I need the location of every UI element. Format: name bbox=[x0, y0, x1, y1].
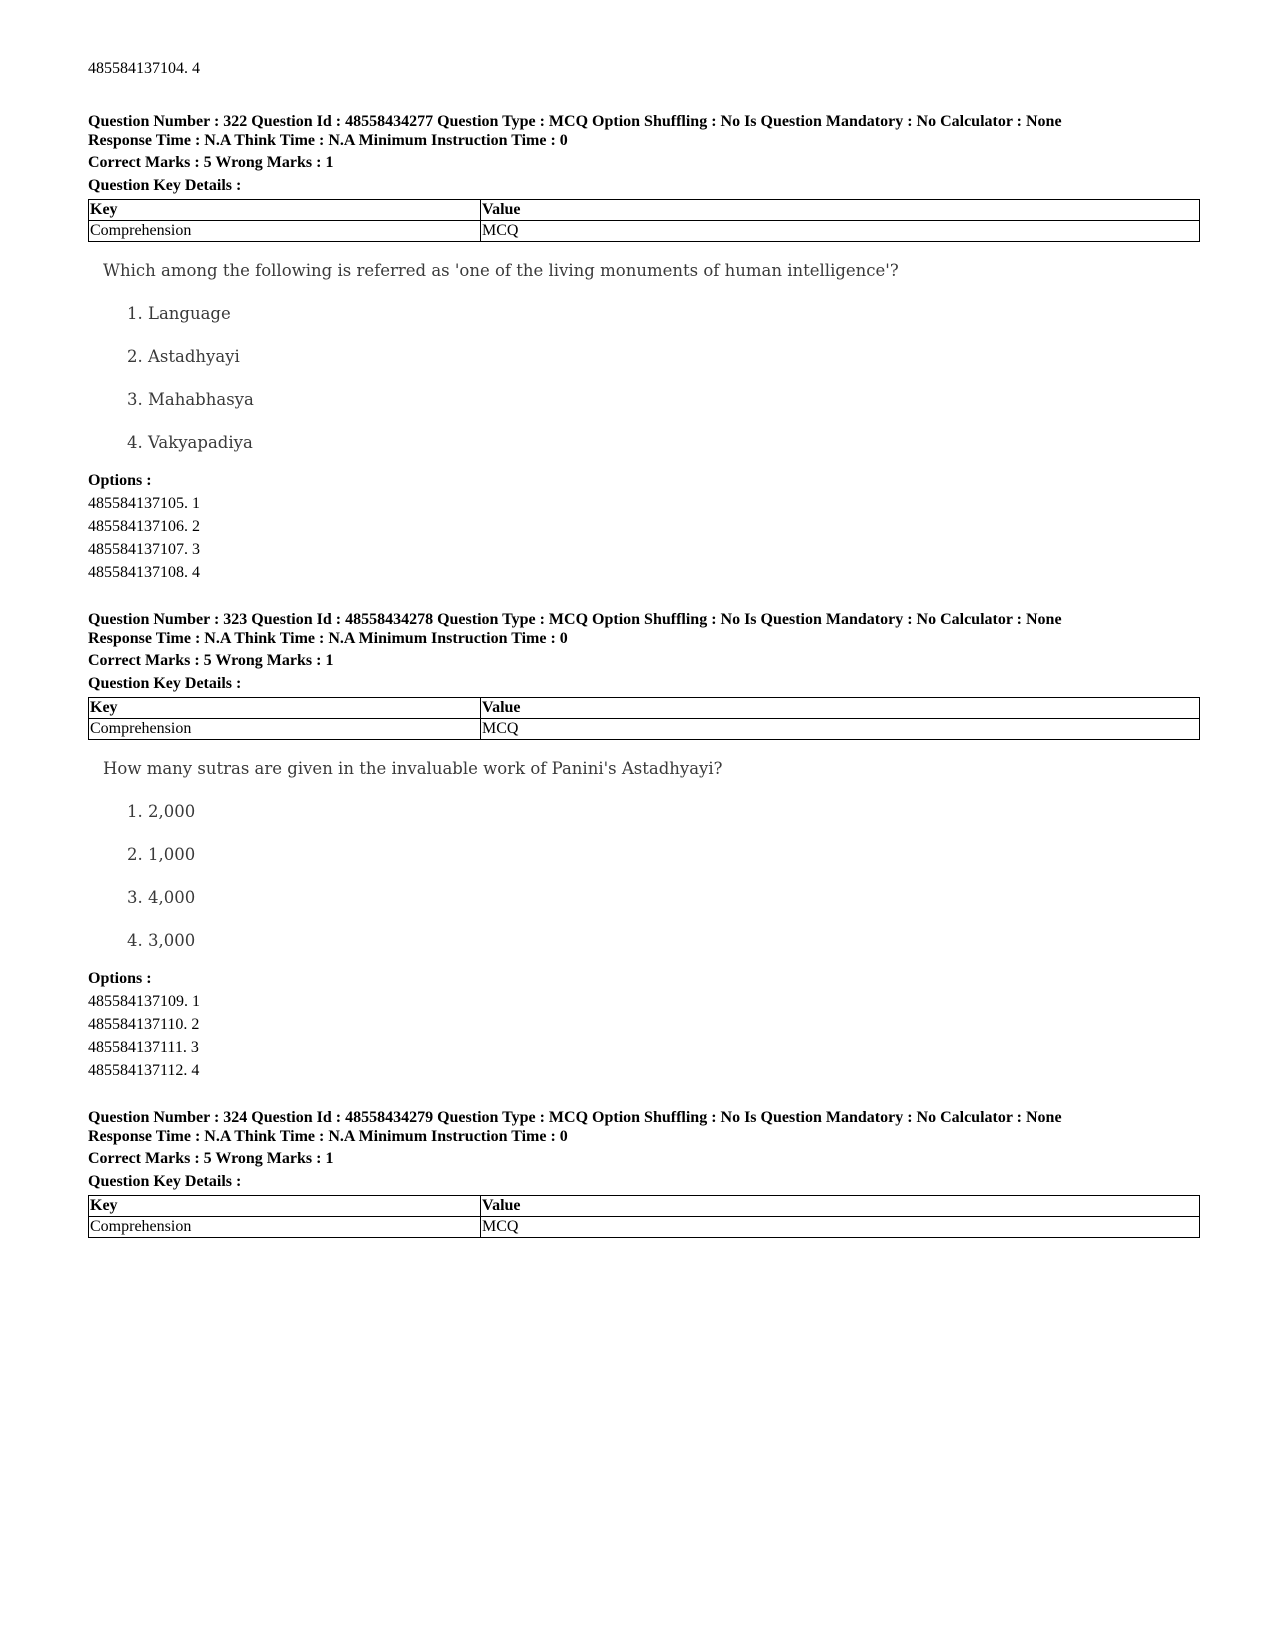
choice-4: 4. Vakyapadiya bbox=[127, 433, 253, 452]
options-label: Options : bbox=[88, 970, 152, 987]
question-text: Which among the following is referred as 'one of the living monuments of human intelligence'? bbox=[103, 261, 899, 280]
question-block-323 bbox=[88, 610, 1200, 1082]
key-details-table bbox=[88, 697, 1200, 740]
question-response-line: Response Time : N.A Think Time : N.A Minimum Instruction Time : 0 bbox=[88, 132, 568, 149]
question-marks: Correct Marks : 5 Wrong Marks : 1 bbox=[88, 652, 334, 669]
key-cell: Comprehension bbox=[89, 719, 481, 740]
option-id-line: 485584137107. 3 bbox=[88, 541, 200, 558]
value-header-cell: Value bbox=[481, 1196, 1200, 1217]
key-cell: Comprehension bbox=[89, 1217, 481, 1238]
choice-4: 4. 3,000 bbox=[127, 931, 196, 950]
key-details-label: Question Key Details : bbox=[88, 177, 242, 194]
value-cell: MCQ bbox=[481, 221, 1200, 242]
key-header-cell: Key bbox=[89, 698, 481, 719]
value-cell: MCQ bbox=[481, 719, 1200, 740]
key-header-cell: Key bbox=[89, 1196, 481, 1217]
option-id-line: 485584137110. 2 bbox=[88, 1016, 200, 1033]
question-marks: Correct Marks : 5 Wrong Marks : 1 bbox=[88, 154, 334, 171]
question-block-322 bbox=[88, 112, 1200, 584]
question-header: Question Number : 324 Question Id : 48558434279 Question Type : MCQ Option Shuffling : No Is Question Mandatory : No Calculator : None bbox=[88, 1109, 1062, 1126]
question-marks: Correct Marks : 5 Wrong Marks : 1 bbox=[88, 1150, 334, 1167]
question-block-324 bbox=[88, 1108, 1200, 1238]
option-id-line: 485584137109. 1 bbox=[88, 993, 200, 1010]
key-details-label: Question Key Details : bbox=[88, 1173, 242, 1190]
value-header-cell: Value bbox=[481, 698, 1200, 719]
option-id-line: 485584137105. 1 bbox=[88, 495, 200, 512]
key-details-table bbox=[88, 199, 1200, 242]
value-cell: MCQ bbox=[481, 1217, 1200, 1238]
question-response-line: Response Time : N.A Think Time : N.A Minimum Instruction Time : 0 bbox=[88, 630, 568, 647]
previous-option-line: 485584137104. 4 bbox=[88, 60, 200, 77]
key-header-cell: Key bbox=[89, 200, 481, 221]
options-label: Options : bbox=[88, 472, 152, 489]
choice-1: 1. 2,000 bbox=[127, 802, 196, 821]
question-text: How many sutras are given in the invaluable work of Panini's Astadhyayi? bbox=[103, 759, 723, 778]
question-header: Question Number : 322 Question Id : 48558434277 Question Type : MCQ Option Shuffling : No Is Question Mandatory : No Calculator : None bbox=[88, 113, 1062, 130]
question-image bbox=[88, 260, 1200, 454]
option-id-line: 485584137108. 4 bbox=[88, 564, 200, 581]
option-id-line: 485584137111. 3 bbox=[88, 1039, 199, 1056]
key-details-label: Question Key Details : bbox=[88, 675, 242, 692]
choice-2: 2. Astadhyayi bbox=[127, 347, 240, 366]
option-id-line: 485584137106. 2 bbox=[88, 518, 200, 535]
choice-3: 3. Mahabhasya bbox=[127, 390, 254, 409]
question-image bbox=[88, 758, 1200, 952]
choice-3: 3. 4,000 bbox=[127, 888, 196, 907]
question-response-line: Response Time : N.A Think Time : N.A Minimum Instruction Time : 0 bbox=[88, 1128, 568, 1145]
key-details-table bbox=[88, 1195, 1200, 1238]
choice-1: 1. Language bbox=[127, 304, 231, 323]
value-header-cell: Value bbox=[481, 200, 1200, 221]
option-id-line: 485584137112. 4 bbox=[88, 1062, 200, 1079]
key-cell: Comprehension bbox=[89, 221, 481, 242]
choice-2: 2. 1,000 bbox=[127, 845, 196, 864]
question-header: Question Number : 323 Question Id : 48558434278 Question Type : MCQ Option Shuffling : No Is Question Mandatory : No Calculator : None bbox=[88, 611, 1062, 628]
